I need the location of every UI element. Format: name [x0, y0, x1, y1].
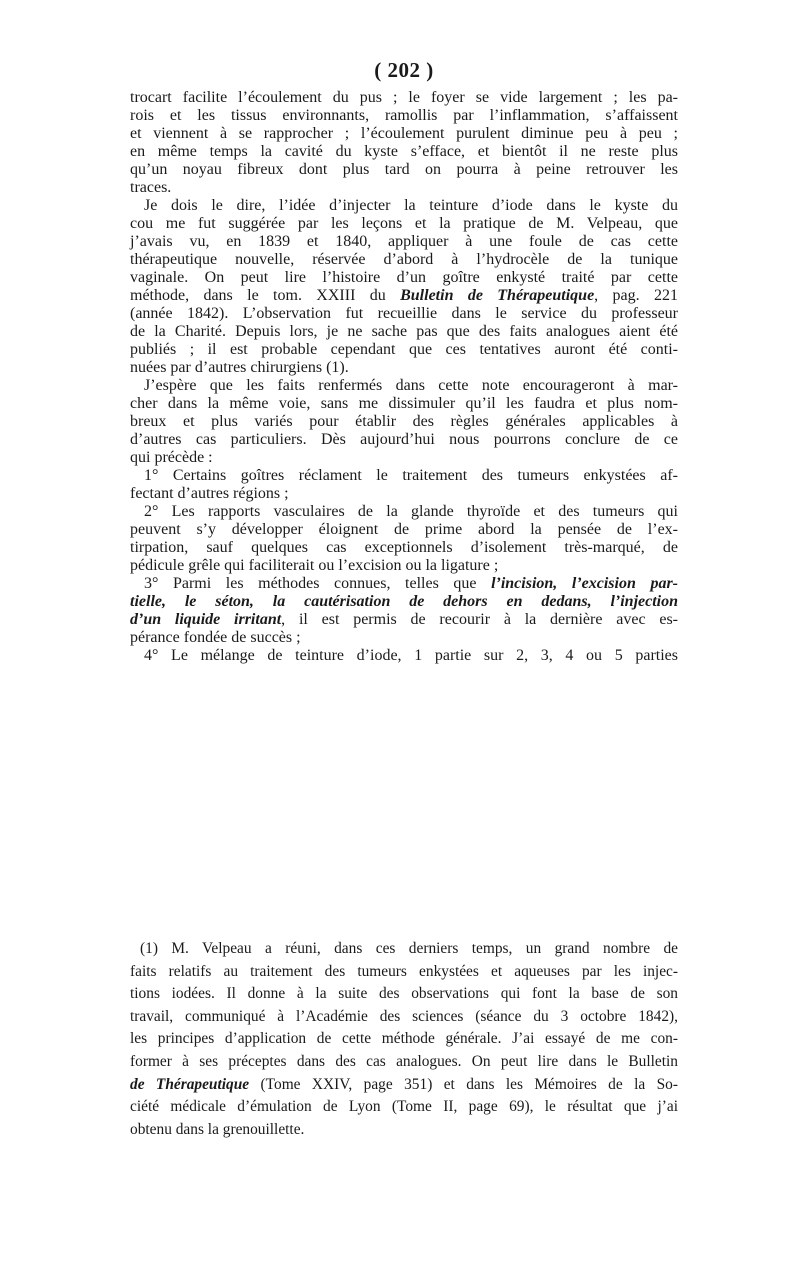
footnote-line: ciété médicale d’émulation de Lyon (Tome II, page 69), le résultat que j’ai — [130, 1098, 678, 1116]
text-segment: 3° Parmi les méthodes connues, telles que — [144, 575, 492, 592]
text-line: J’espère que les faits renfermés dans cette note encourageront à mar- — [144, 377, 678, 394]
footnote-line: tions iodées. Il donne à la suite des observations qui font la base de son — [130, 985, 678, 1003]
page — [130, 58, 678, 665]
paragraph — [130, 197, 678, 377]
text-line: qui précède : — [130, 449, 213, 466]
text-line — [130, 287, 678, 305]
text-line: publiés ; il est probable cependant que ces tentatives auront été conti- — [130, 341, 678, 358]
conclusion-item-3 — [130, 575, 678, 647]
page-number: ( 202 ) — [374, 58, 434, 82]
footnote-line: faits relatifs au traitement des tumeurs enkystées et aqueuses par les injec- — [130, 962, 678, 980]
text-line: tirpation, sauf quelques cas exceptionnels d’isolement très-marqué, de — [130, 539, 678, 556]
text-line: vaginale. On peut lire l’histoire d’un goître enkysté traité par cette — [130, 269, 678, 286]
text-line: Je dois le dire, l’idée d’injecter la teinture d’iode dans le kyste du — [144, 197, 678, 214]
text-line: trocart facilite l’écoulement du pus ; le foyer se vide largement ; les pa- — [130, 89, 678, 106]
footnote — [130, 938, 678, 1141]
text-segment: (Tome XXIV, page 351) et dans les Mémoires de la So- — [249, 1075, 679, 1093]
text-line — [130, 611, 678, 629]
footnote-line: former à ses préceptes dans des cas analogues. On peut lire dans le Bulletin — [130, 1052, 678, 1070]
text-segment: , pag. 221 — [594, 287, 678, 304]
conclusion-item-1 — [130, 467, 678, 503]
text-line: fectant d’autres régions ; — [130, 485, 289, 502]
paragraph — [130, 89, 678, 197]
conclusion-item-4 — [130, 647, 678, 665]
text-line: j’avais vu, en 1839 et 1840, appliquer à une foule de cas cette — [130, 233, 678, 250]
text-line: cher dans la même voie, sans me dissimuler qu’il les faudra et plus nom- — [130, 395, 678, 412]
text-line: 1° Certains goîtres réclament le traitement des tumeurs enkystées af- — [144, 467, 678, 484]
footnote-line — [130, 1074, 678, 1097]
footnote-line: (1) M. Velpeau a réuni, dans ces derniers temps, un grand nombre de — [140, 940, 678, 957]
body-text — [130, 89, 678, 665]
conclusion-item-2 — [130, 503, 678, 575]
text-line: de la Charité. Depuis lors, je ne sache pas que des faits analogues aient été — [130, 323, 678, 340]
method-list: l’incision, l’excision par- — [491, 575, 678, 592]
text-line: peuvent s’y développer éloignent de prime abord la pensée de l’ex- — [130, 521, 678, 538]
text-line: nuées par d’autres chirurgiens (1). — [130, 359, 349, 376]
text-segment: méthode, dans le tom. XXIII du — [130, 287, 401, 304]
text-line: thérapeutique nouvelle, réservée d’abord à l’hydrocèle de la tunique — [130, 251, 678, 268]
footnote-line: obtenu dans la grenouillette. — [130, 1120, 305, 1138]
footnote-line: les principes d’application de cette méthode générale. J’ai essayé de me con- — [130, 1030, 678, 1048]
text-line: qu’un noyau fibreux dont plus tard on pourra à peine retrouver les — [130, 161, 678, 178]
text-line: pérance fondée de succès ; — [130, 629, 301, 646]
text-line: en même temps la cavité du kyste s’efface, et bientôt il ne reste plus — [130, 143, 678, 160]
text-line: pédicule grêle qui faciliterait ou l’excision ou la ligature ; — [130, 557, 499, 574]
text-line: traces. — [130, 179, 172, 196]
text-segment: , il est permis de recourir à la dernière avec es- — [281, 611, 678, 628]
text-line: 4° Le mélange de teinture d’iode, 1 partie sur 2, 3, 4 ou 5 parties — [144, 647, 678, 664]
footnote-line: travail, communiqué à l’Académie des sciences (séance du 3 octobre 1842), — [130, 1007, 678, 1025]
method-list: d’un liquide irritant — [130, 611, 282, 628]
text-line: rois et les tissus environnants, ramollis par l’inflammation, s’affaissent — [130, 107, 678, 124]
text-line: tielle, le séton, la cautérisation de dehors en dedans, l’injection — [130, 593, 678, 610]
text-line — [130, 575, 678, 593]
text-line: breux et plus variés pour établir des règles générales applicables à — [130, 413, 678, 430]
text-line: cou me fut suggérée par les leçons et la pratique de M. Velpeau, que — [130, 215, 678, 232]
text-line: 2° Les rapports vasculaires de la glande thyroïde et des tumeurs qui — [144, 503, 678, 520]
journal-title: Bulletin de Thérapeutique — [400, 287, 595, 304]
journal-title: de Thérapeutique — [130, 1075, 250, 1093]
paragraph — [130, 377, 678, 467]
text-line: d’autres cas particuliers. Dès aujourd’hui nous pourrons conclure de ce — [130, 431, 678, 448]
text-line: et viennent à se rapprocher ; l’écoulement purulent diminue peu à peu ; — [130, 125, 678, 142]
text-line: (année 1842). L’observation fut recueillie dans le service du professeur — [130, 305, 678, 322]
